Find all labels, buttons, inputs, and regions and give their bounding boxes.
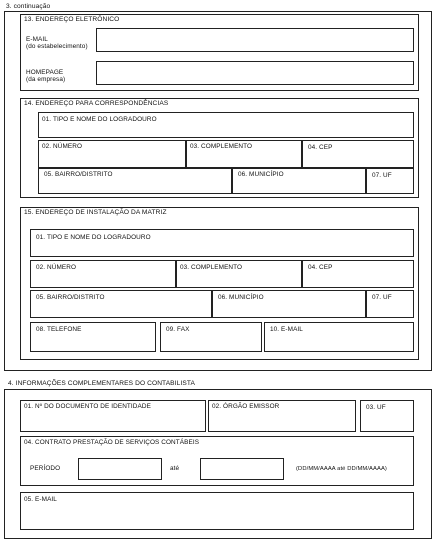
- email-field[interactable]: [96, 28, 414, 52]
- s4-periodo-end-field[interactable]: [200, 458, 284, 480]
- homepage-label: HOMEPAGE: [26, 69, 64, 76]
- s4-uf-label: 03. UF: [366, 404, 386, 411]
- s4-orgao-label: 02. ÓRGÃO EMISSOR: [212, 403, 280, 410]
- s4-contrato-label: 04. CONTRATO PRESTAÇÃO DE SERVIÇOS CONTÁBEIS: [24, 439, 200, 446]
- s15-telefone-label: 08. TELEFONE: [36, 326, 82, 333]
- s14-municipio-label: 06. MUNICÍPIO: [238, 171, 284, 178]
- s14-bairro-label: 05. BAIRRO/DISTRITO: [44, 171, 113, 178]
- section-4-title: 4. INFORMAÇÕES COMPLEMENTARES DO CONTABILISTA: [8, 380, 195, 387]
- section-13-title: 13. ENDEREÇO ELETRÔNICO: [24, 16, 120, 23]
- s14-cep-label: 04. CEP: [308, 144, 333, 151]
- s15-email-label: 10. E-MAIL: [270, 326, 303, 333]
- s15-complemento-label: 03. COMPLEMENTO: [180, 264, 243, 271]
- s15-bairro-label: 05. BAIRRO/DISTRITO: [36, 294, 105, 301]
- homepage-field[interactable]: [96, 61, 414, 85]
- continuation-label: 3. continuação: [6, 3, 51, 10]
- homepage-sublabel: (da empresa): [26, 76, 66, 83]
- section-14-title: 14. ENDEREÇO PARA CORRESPONDÊNCIAS: [24, 100, 169, 107]
- s4-email-label: 05. E-MAIL: [24, 496, 57, 503]
- s4-ate-label: até: [170, 465, 180, 472]
- s14-uf-label: 07. UF: [372, 172, 392, 179]
- s4-periodo-start-field[interactable]: [78, 458, 162, 480]
- s15-numero-label: 02. NÚMERO: [36, 264, 77, 271]
- email-sublabel: (do estabelecimento): [26, 43, 88, 50]
- s14-numero-label: 02. NÚMERO: [42, 143, 83, 150]
- s15-municipio-label: 06. MUNICÍPIO: [218, 294, 264, 301]
- s4-periodo-label: PERÍODO: [30, 465, 61, 472]
- s15-cep-label: 04. CEP: [308, 264, 333, 271]
- s4-email-field[interactable]: [20, 492, 414, 530]
- s4-date-hint: (DD/MM/AAAA até DD/MM/AAAA): [296, 466, 387, 472]
- s14-complemento-label: 03. COMPLEMENTO: [190, 143, 253, 150]
- s14-logradouro-label: 01. TIPO E NOME DO LOGRADOURO: [42, 116, 157, 123]
- s15-uf-label: 07. UF: [372, 294, 392, 301]
- s15-logradouro-label: 01. TIPO E NOME DO LOGRADOURO: [36, 234, 151, 241]
- s4-identidade-label: 01. Nº DO DOCUMENTO DE IDENTIDADE: [24, 403, 151, 410]
- email-label: E-MAIL: [26, 36, 48, 43]
- section-15-title: 15. ENDEREÇO DE INSTALAÇÃO DA MATRIZ: [24, 209, 167, 216]
- s15-fax-label: 09. FAX: [166, 326, 190, 333]
